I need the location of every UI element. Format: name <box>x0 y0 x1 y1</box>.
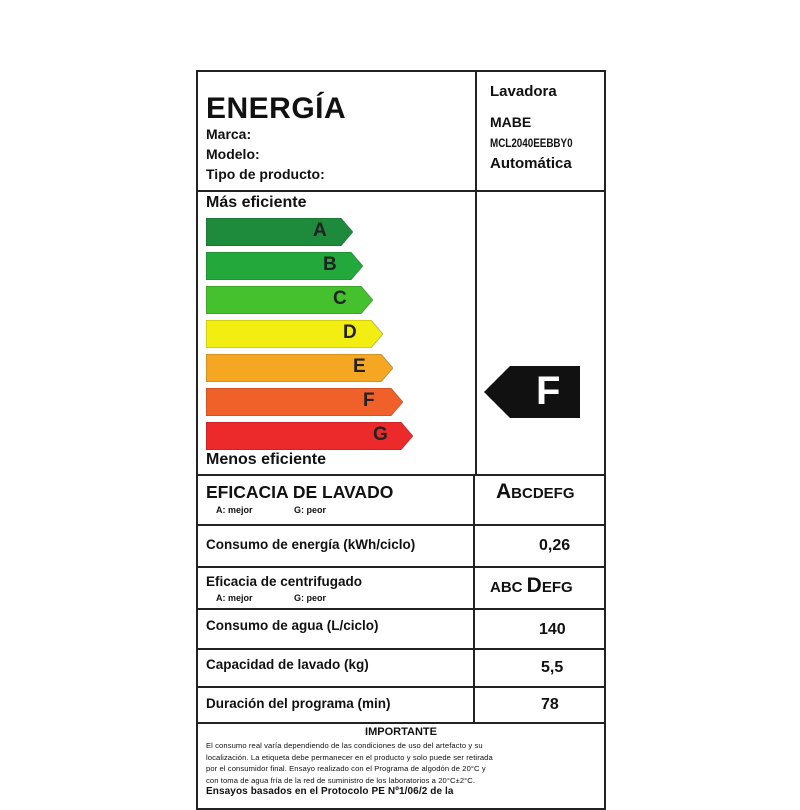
class-letter: A <box>313 220 327 241</box>
rating-letter: F <box>536 369 561 413</box>
efficiency-class-d <box>206 320 383 348</box>
class-letter: G <box>373 424 388 445</box>
most-efficient-label: Más eficiente <box>206 194 307 211</box>
class-arrow-icon <box>206 252 363 280</box>
notice-text <box>206 740 598 798</box>
least-efficient-label: Menos eficiente <box>206 451 327 468</box>
brand-value: MABE <box>490 114 532 130</box>
model-label: Modelo: <box>206 146 260 162</box>
notice-line: localización. La etiqueta debe permanecer en el producto y solo puede ser retirada <box>206 752 493 762</box>
class-letter: B <box>323 254 337 275</box>
program-duration-label: Duración del programa (min) <box>206 696 391 711</box>
rating-arrow-icon <box>484 366 580 418</box>
spin-efficacy-value: ABC DEFG <box>490 574 573 597</box>
best-note: A: mejor <box>216 505 253 515</box>
efficiency-class-e <box>206 354 393 382</box>
divider <box>198 524 604 526</box>
wash-capacity-label: Capacidad de lavado (kg) <box>206 657 369 672</box>
brand-label: Marca: <box>206 126 252 142</box>
efficiency-class-f <box>206 388 403 416</box>
divider <box>198 722 604 724</box>
washing-efficacy-label: EFICACIA DE LAVADO <box>206 482 394 502</box>
product-type-value: Automática <box>490 155 572 172</box>
notice-line: con toma de agua fría de la red de suministro de los laboratorios a 20°C±2°C. <box>206 775 476 785</box>
notice-line: El consumo real varía dependiendo de las condiciones de uso del artefacto y su <box>206 741 483 750</box>
energy-label <box>196 70 606 810</box>
model-value: MCL2040EEBBY0 <box>490 136 573 150</box>
class-letter: D <box>343 322 357 343</box>
wash-capacity-value: 5,5 <box>541 659 564 676</box>
divider <box>198 474 604 476</box>
class-letter: C <box>333 288 347 309</box>
best-note: A: mejor <box>216 593 253 603</box>
divider <box>198 608 604 610</box>
notice-line: por el consumidor final. Ensayo realizado con el Programa de algodón de 20°C y <box>206 764 486 774</box>
notice-line: Ensayos basados en el Protocolo PE Nº1/06/2 de la <box>206 786 454 798</box>
efficiency-class-g <box>206 422 413 450</box>
efficiency-class-b <box>206 252 363 280</box>
rating-indicator <box>484 366 580 418</box>
efficiency-class-a <box>206 218 353 246</box>
product-type-label: Tipo de producto: <box>206 166 325 182</box>
class-letter: E <box>353 356 366 377</box>
divider <box>475 72 477 192</box>
efficiency-class-c <box>206 286 373 314</box>
divider <box>475 192 477 475</box>
program-duration-value: 78 <box>541 696 559 713</box>
notice-title: IMPORTANTE <box>365 726 437 738</box>
energy-consumption-value: 0,26 <box>539 537 571 554</box>
divider <box>198 648 604 650</box>
label-title: ENERGÍA <box>206 92 347 125</box>
appliance-value: Lavadora <box>490 83 557 100</box>
divider <box>198 190 604 192</box>
class-arrow-icon <box>206 218 353 246</box>
divider <box>198 686 604 688</box>
spin-efficacy-label: Eficacia de centrifugado <box>206 574 363 589</box>
water-consumption-value: 140 <box>539 621 566 638</box>
class-letter: F <box>363 390 375 411</box>
worst-note: G: peor <box>294 505 327 515</box>
washing-efficacy-value: ABCDEFG <box>496 480 575 503</box>
energy-consumption-label: Consumo de energía (kWh/ciclo) <box>206 537 416 552</box>
class-arrow-icon <box>206 286 373 314</box>
worst-note: G: peor <box>294 593 327 603</box>
divider <box>198 566 604 568</box>
water-consumption-label: Consumo de agua (L/ciclo) <box>206 618 379 633</box>
